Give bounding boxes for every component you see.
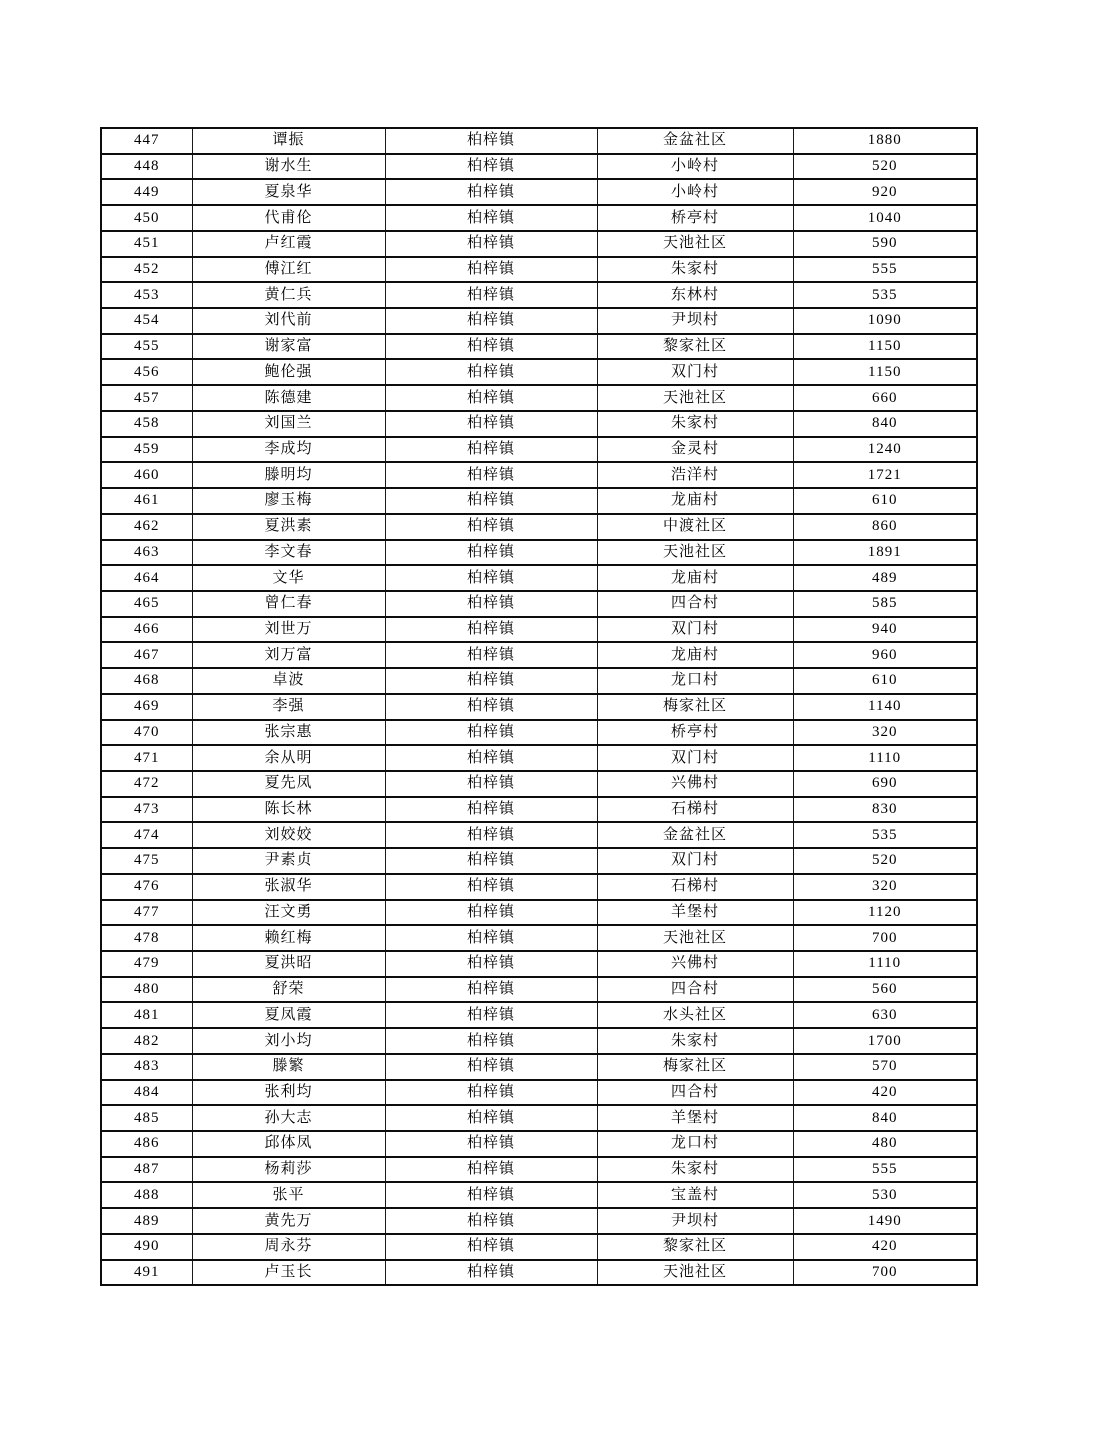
cell-town: 柏梓镇 [385, 1028, 597, 1054]
cell-person-name: 周永芬 [192, 1234, 385, 1260]
cell-village: 羊堡村 [597, 1105, 793, 1131]
cell-row-number: 478 [101, 925, 192, 951]
cell-person-name: 谭振 [192, 128, 385, 154]
cell-village: 朱家村 [597, 411, 793, 437]
cell-town: 柏梓镇 [385, 642, 597, 668]
cell-row-number: 486 [101, 1131, 192, 1157]
cell-person-name: 张宗惠 [192, 720, 385, 746]
cell-person-name: 廖玉梅 [192, 488, 385, 514]
cell-amount: 489 [793, 565, 977, 591]
cell-village: 羊堡村 [597, 900, 793, 926]
table-row [101, 334, 977, 360]
table-row [101, 1234, 977, 1260]
cell-village: 金盆社区 [597, 128, 793, 154]
cell-person-name: 杨莉莎 [192, 1157, 385, 1183]
cell-row-number: 450 [101, 205, 192, 231]
cell-town: 柏梓镇 [385, 694, 597, 720]
cell-person-name: 卢红霞 [192, 231, 385, 257]
cell-town: 柏梓镇 [385, 1260, 597, 1286]
cell-amount: 1700 [793, 1028, 977, 1054]
cell-row-number: 487 [101, 1157, 192, 1183]
cell-town: 柏梓镇 [385, 1131, 597, 1157]
table-row [101, 488, 977, 514]
table-row [101, 205, 977, 231]
cell-person-name: 鲍伦强 [192, 359, 385, 385]
cell-village: 双门村 [597, 745, 793, 771]
cell-amount: 520 [793, 848, 977, 874]
cell-village: 小岭村 [597, 154, 793, 180]
table-row [101, 745, 977, 771]
records-table [100, 127, 978, 1286]
cell-village: 龙庙村 [597, 642, 793, 668]
cell-village: 尹坝村 [597, 1208, 793, 1234]
cell-village: 朱家村 [597, 1028, 793, 1054]
cell-amount: 535 [793, 822, 977, 848]
cell-row-number: 481 [101, 1002, 192, 1028]
cell-person-name: 卢玉长 [192, 1260, 385, 1286]
table-row [101, 282, 977, 308]
cell-amount: 590 [793, 231, 977, 257]
cell-town: 柏梓镇 [385, 179, 597, 205]
cell-amount: 840 [793, 411, 977, 437]
cell-amount: 1891 [793, 540, 977, 566]
cell-amount: 320 [793, 874, 977, 900]
cell-amount: 940 [793, 617, 977, 643]
cell-town: 柏梓镇 [385, 231, 597, 257]
cell-town: 柏梓镇 [385, 154, 597, 180]
cell-village: 金盆社区 [597, 822, 793, 848]
cell-village: 兴佛村 [597, 951, 793, 977]
cell-town: 柏梓镇 [385, 128, 597, 154]
table-row [101, 874, 977, 900]
cell-row-number: 473 [101, 797, 192, 823]
cell-town: 柏梓镇 [385, 282, 597, 308]
cell-town: 柏梓镇 [385, 540, 597, 566]
records-table-body [101, 128, 977, 1285]
cell-person-name: 舒荣 [192, 977, 385, 1003]
cell-person-name: 刘代前 [192, 308, 385, 334]
cell-person-name: 李成均 [192, 437, 385, 463]
cell-amount: 700 [793, 1260, 977, 1286]
cell-amount: 840 [793, 1105, 977, 1131]
cell-row-number: 466 [101, 617, 192, 643]
cell-person-name: 孙大志 [192, 1105, 385, 1131]
table-row [101, 694, 977, 720]
cell-amount: 530 [793, 1182, 977, 1208]
cell-person-name: 黄仁兵 [192, 282, 385, 308]
cell-row-number: 469 [101, 694, 192, 720]
cell-town: 柏梓镇 [385, 488, 597, 514]
cell-village: 龙庙村 [597, 565, 793, 591]
cell-row-number: 449 [101, 179, 192, 205]
cell-town: 柏梓镇 [385, 668, 597, 694]
table-row [101, 848, 977, 874]
cell-person-name: 谢水生 [192, 154, 385, 180]
cell-row-number: 471 [101, 745, 192, 771]
table-row [101, 642, 977, 668]
cell-town: 柏梓镇 [385, 359, 597, 385]
cell-person-name: 夏先凤 [192, 771, 385, 797]
table-row [101, 591, 977, 617]
table-row [101, 720, 977, 746]
cell-row-number: 455 [101, 334, 192, 360]
cell-person-name: 黄先万 [192, 1208, 385, 1234]
cell-town: 柏梓镇 [385, 462, 597, 488]
cell-row-number: 459 [101, 437, 192, 463]
table-row [101, 900, 977, 926]
cell-village: 四合村 [597, 591, 793, 617]
cell-row-number: 468 [101, 668, 192, 694]
table-row [101, 128, 977, 154]
cell-person-name: 李强 [192, 694, 385, 720]
cell-person-name: 刘世万 [192, 617, 385, 643]
cell-village: 四合村 [597, 977, 793, 1003]
cell-town: 柏梓镇 [385, 591, 597, 617]
cell-amount: 585 [793, 591, 977, 617]
cell-town: 柏梓镇 [385, 951, 597, 977]
cell-row-number: 451 [101, 231, 192, 257]
cell-town: 柏梓镇 [385, 1208, 597, 1234]
table-row [101, 1157, 977, 1183]
table-row [101, 797, 977, 823]
cell-row-number: 484 [101, 1080, 192, 1106]
cell-person-name: 夏洪昭 [192, 951, 385, 977]
table-row [101, 308, 977, 334]
cell-town: 柏梓镇 [385, 385, 597, 411]
table-row [101, 1260, 977, 1286]
cell-person-name: 夏凤霞 [192, 1002, 385, 1028]
cell-row-number: 454 [101, 308, 192, 334]
cell-person-name: 滕繁 [192, 1054, 385, 1080]
cell-village: 双门村 [597, 359, 793, 385]
cell-person-name: 谢家富 [192, 334, 385, 360]
cell-amount: 860 [793, 514, 977, 540]
cell-village: 梅家社区 [597, 1054, 793, 1080]
cell-town: 柏梓镇 [385, 771, 597, 797]
table-row [101, 462, 977, 488]
cell-person-name: 李文春 [192, 540, 385, 566]
cell-row-number: 475 [101, 848, 192, 874]
cell-amount: 1490 [793, 1208, 977, 1234]
cell-person-name: 张平 [192, 1182, 385, 1208]
cell-row-number: 480 [101, 977, 192, 1003]
table-row [101, 1054, 977, 1080]
cell-person-name: 刘小均 [192, 1028, 385, 1054]
cell-row-number: 464 [101, 565, 192, 591]
cell-town: 柏梓镇 [385, 720, 597, 746]
cell-amount: 1240 [793, 437, 977, 463]
cell-village: 朱家村 [597, 1157, 793, 1183]
cell-person-name: 陈长林 [192, 797, 385, 823]
table-row [101, 359, 977, 385]
cell-village: 梅家社区 [597, 694, 793, 720]
cell-town: 柏梓镇 [385, 308, 597, 334]
table-row [101, 540, 977, 566]
cell-town: 柏梓镇 [385, 1054, 597, 1080]
cell-amount: 700 [793, 925, 977, 951]
cell-town: 柏梓镇 [385, 437, 597, 463]
cell-village: 天池社区 [597, 1260, 793, 1286]
cell-town: 柏梓镇 [385, 205, 597, 231]
cell-amount: 555 [793, 1157, 977, 1183]
cell-row-number: 456 [101, 359, 192, 385]
cell-row-number: 452 [101, 257, 192, 283]
cell-village: 双门村 [597, 617, 793, 643]
cell-town: 柏梓镇 [385, 848, 597, 874]
cell-person-name: 汪文勇 [192, 900, 385, 926]
cell-town: 柏梓镇 [385, 411, 597, 437]
cell-village: 石梯村 [597, 874, 793, 900]
cell-village: 天池社区 [597, 385, 793, 411]
cell-amount: 610 [793, 668, 977, 694]
cell-row-number: 482 [101, 1028, 192, 1054]
table-row [101, 565, 977, 591]
table-row [101, 1028, 977, 1054]
cell-town: 柏梓镇 [385, 514, 597, 540]
table-row [101, 1002, 977, 1028]
cell-row-number: 457 [101, 385, 192, 411]
table-row [101, 1131, 977, 1157]
table-row [101, 1080, 977, 1106]
cell-village: 金灵村 [597, 437, 793, 463]
cell-person-name: 刘姣姣 [192, 822, 385, 848]
cell-village: 桥亭村 [597, 720, 793, 746]
cell-amount: 560 [793, 977, 977, 1003]
table-row [101, 437, 977, 463]
cell-amount: 1040 [793, 205, 977, 231]
cell-town: 柏梓镇 [385, 797, 597, 823]
cell-village: 浩洋村 [597, 462, 793, 488]
cell-row-number: 458 [101, 411, 192, 437]
cell-amount: 420 [793, 1234, 977, 1260]
cell-amount: 520 [793, 154, 977, 180]
cell-town: 柏梓镇 [385, 900, 597, 926]
cell-village: 龙庙村 [597, 488, 793, 514]
table-row [101, 514, 977, 540]
cell-row-number: 462 [101, 514, 192, 540]
table-row [101, 617, 977, 643]
cell-village: 天池社区 [597, 925, 793, 951]
cell-village: 兴佛村 [597, 771, 793, 797]
table-row [101, 154, 977, 180]
cell-amount: 610 [793, 488, 977, 514]
cell-person-name: 尹素贞 [192, 848, 385, 874]
cell-row-number: 460 [101, 462, 192, 488]
cell-village: 桥亭村 [597, 205, 793, 231]
cell-amount: 420 [793, 1080, 977, 1106]
cell-town: 柏梓镇 [385, 925, 597, 951]
cell-person-name: 卓波 [192, 668, 385, 694]
cell-town: 柏梓镇 [385, 1234, 597, 1260]
cell-village: 中渡社区 [597, 514, 793, 540]
cell-row-number: 474 [101, 822, 192, 848]
table-row [101, 925, 977, 951]
cell-row-number: 476 [101, 874, 192, 900]
cell-row-number: 479 [101, 951, 192, 977]
cell-amount: 630 [793, 1002, 977, 1028]
cell-row-number: 477 [101, 900, 192, 926]
cell-person-name: 刘万富 [192, 642, 385, 668]
cell-row-number: 461 [101, 488, 192, 514]
cell-amount: 690 [793, 771, 977, 797]
cell-person-name: 赖红梅 [192, 925, 385, 951]
cell-village: 石梯村 [597, 797, 793, 823]
cell-amount: 1110 [793, 745, 977, 771]
cell-amount: 570 [793, 1054, 977, 1080]
cell-amount: 830 [793, 797, 977, 823]
cell-village: 水头社区 [597, 1002, 793, 1028]
cell-village: 朱家村 [597, 257, 793, 283]
cell-person-name: 文华 [192, 565, 385, 591]
cell-row-number: 491 [101, 1260, 192, 1286]
cell-amount: 555 [793, 257, 977, 283]
cell-person-name: 邱体凤 [192, 1131, 385, 1157]
cell-town: 柏梓镇 [385, 874, 597, 900]
cell-village: 尹坝村 [597, 308, 793, 334]
cell-row-number: 467 [101, 642, 192, 668]
cell-village: 四合村 [597, 1080, 793, 1106]
cell-amount: 920 [793, 179, 977, 205]
cell-village: 黎家社区 [597, 334, 793, 360]
cell-row-number: 465 [101, 591, 192, 617]
table-row [101, 977, 977, 1003]
cell-amount: 1140 [793, 694, 977, 720]
cell-amount: 1150 [793, 334, 977, 360]
table-row [101, 411, 977, 437]
cell-town: 柏梓镇 [385, 1157, 597, 1183]
cell-row-number: 485 [101, 1105, 192, 1131]
cell-row-number: 489 [101, 1208, 192, 1234]
cell-town: 柏梓镇 [385, 257, 597, 283]
cell-town: 柏梓镇 [385, 1080, 597, 1106]
table-row [101, 179, 977, 205]
cell-person-name: 张利均 [192, 1080, 385, 1106]
cell-town: 柏梓镇 [385, 745, 597, 771]
cell-row-number: 448 [101, 154, 192, 180]
table-row [101, 257, 977, 283]
cell-person-name: 代甫伦 [192, 205, 385, 231]
cell-amount: 1110 [793, 951, 977, 977]
cell-village: 天池社区 [597, 231, 793, 257]
cell-amount: 1120 [793, 900, 977, 926]
table-row [101, 951, 977, 977]
cell-row-number: 463 [101, 540, 192, 566]
cell-amount: 1150 [793, 359, 977, 385]
cell-town: 柏梓镇 [385, 617, 597, 643]
cell-amount: 535 [793, 282, 977, 308]
cell-person-name: 曾仁春 [192, 591, 385, 617]
cell-amount: 1090 [793, 308, 977, 334]
cell-amount: 1721 [793, 462, 977, 488]
table-row [101, 1182, 977, 1208]
table-row [101, 385, 977, 411]
table-row [101, 1208, 977, 1234]
cell-village: 龙口村 [597, 668, 793, 694]
cell-person-name: 滕明均 [192, 462, 385, 488]
cell-amount: 960 [793, 642, 977, 668]
cell-row-number: 470 [101, 720, 192, 746]
cell-person-name: 余从明 [192, 745, 385, 771]
cell-town: 柏梓镇 [385, 565, 597, 591]
table-row [101, 1105, 977, 1131]
cell-row-number: 490 [101, 1234, 192, 1260]
cell-row-number: 483 [101, 1054, 192, 1080]
cell-village: 东林村 [597, 282, 793, 308]
cell-amount: 1880 [793, 128, 977, 154]
table-row [101, 771, 977, 797]
cell-amount: 320 [793, 720, 977, 746]
cell-village: 小岭村 [597, 179, 793, 205]
table-row [101, 668, 977, 694]
cell-village: 双门村 [597, 848, 793, 874]
cell-village: 天池社区 [597, 540, 793, 566]
cell-row-number: 447 [101, 128, 192, 154]
cell-village: 黎家社区 [597, 1234, 793, 1260]
cell-town: 柏梓镇 [385, 1182, 597, 1208]
cell-village: 宝盖村 [597, 1182, 793, 1208]
cell-row-number: 453 [101, 282, 192, 308]
cell-town: 柏梓镇 [385, 334, 597, 360]
table-row [101, 822, 977, 848]
cell-amount: 480 [793, 1131, 977, 1157]
cell-person-name: 张淑华 [192, 874, 385, 900]
table-row [101, 231, 977, 257]
cell-town: 柏梓镇 [385, 977, 597, 1003]
cell-person-name: 夏洪素 [192, 514, 385, 540]
cell-person-name: 傅江红 [192, 257, 385, 283]
cell-town: 柏梓镇 [385, 1002, 597, 1028]
cell-town: 柏梓镇 [385, 1105, 597, 1131]
cell-person-name: 夏泉华 [192, 179, 385, 205]
cell-town: 柏梓镇 [385, 822, 597, 848]
cell-row-number: 472 [101, 771, 192, 797]
cell-person-name: 陈德建 [192, 385, 385, 411]
cell-person-name: 刘国兰 [192, 411, 385, 437]
cell-row-number: 488 [101, 1182, 192, 1208]
cell-village: 龙口村 [597, 1131, 793, 1157]
cell-amount: 660 [793, 385, 977, 411]
